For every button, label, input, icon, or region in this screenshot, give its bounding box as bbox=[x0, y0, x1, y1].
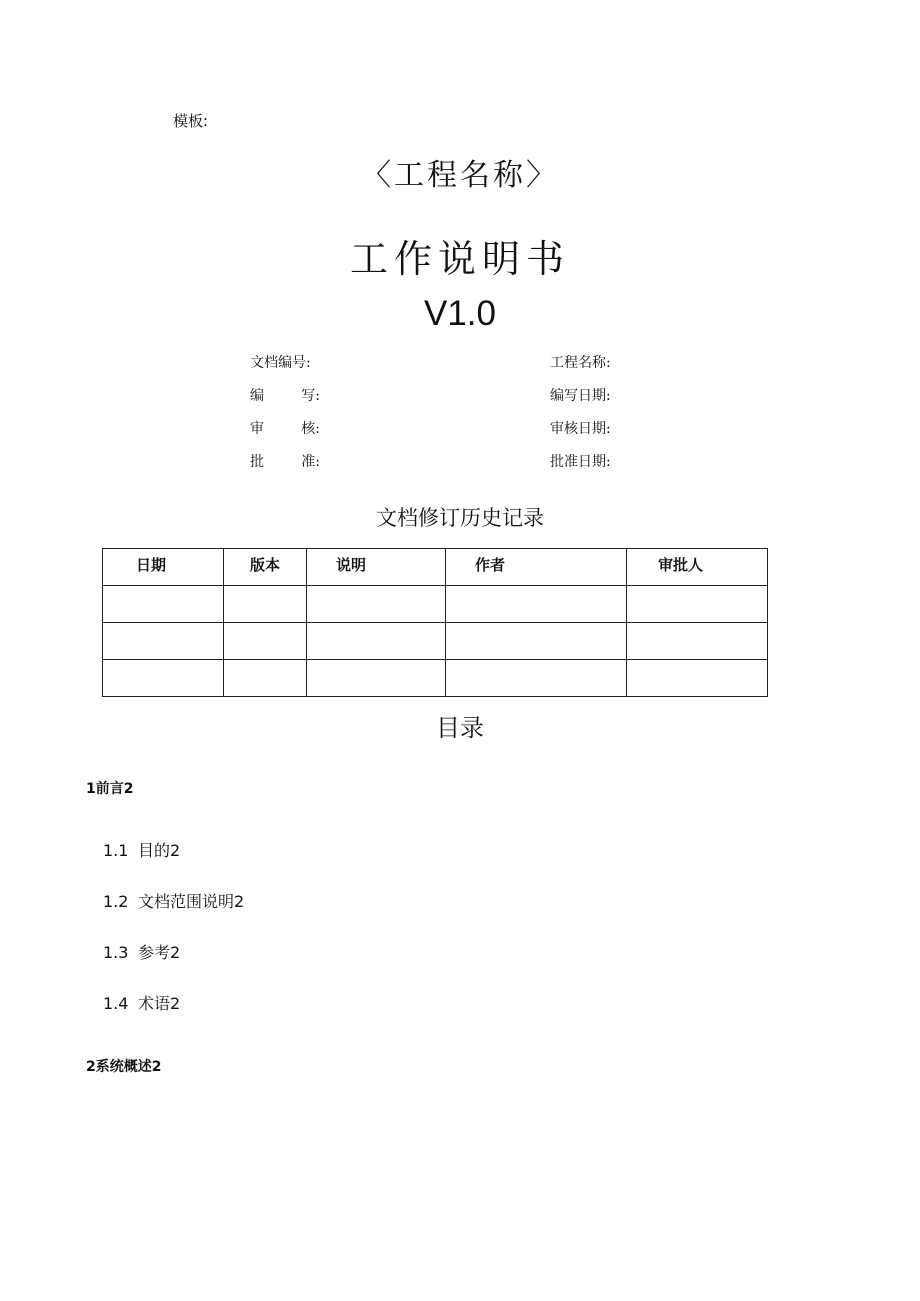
table-cell bbox=[307, 623, 446, 660]
document-title: 工作说明书 bbox=[349, 237, 570, 281]
table-cell bbox=[446, 623, 627, 660]
table-cell bbox=[103, 623, 224, 660]
approver-label bbox=[250, 451, 320, 471]
toc-item-glossary[interactable] bbox=[103, 991, 180, 1014]
approver-label-part2: 准: bbox=[301, 454, 320, 470]
template-label: 模板: bbox=[173, 112, 209, 130]
project-name-label: 工程名称: bbox=[550, 355, 611, 371]
toc-item-number: 1.1 bbox=[103, 841, 129, 860]
toc-item-label: 参考2 bbox=[138, 943, 181, 962]
approve-date-label: 批准日期: bbox=[550, 454, 611, 470]
toc-item-purpose[interactable] bbox=[103, 838, 180, 861]
toc-item-references[interactable] bbox=[103, 940, 180, 963]
column-header-version: 版本 bbox=[224, 549, 307, 586]
version-label: V1.0 bbox=[424, 294, 496, 333]
toc-item-system-overview[interactable]: 2系统概述2 bbox=[86, 1059, 162, 1075]
doc-number-label: 文档编号: bbox=[250, 355, 311, 371]
column-header-date: 日期 bbox=[103, 549, 224, 586]
table-cell bbox=[627, 586, 768, 623]
table-cell bbox=[224, 586, 307, 623]
table-cell bbox=[224, 660, 307, 697]
revision-history-title: 文档修订历史记录 bbox=[376, 506, 544, 530]
toc-item-label: 术语2 bbox=[138, 994, 181, 1013]
table-row bbox=[103, 660, 768, 697]
table-row bbox=[103, 623, 768, 660]
table-cell bbox=[627, 660, 768, 697]
toc-item-scope[interactable] bbox=[103, 889, 244, 912]
toc-title: 目录 bbox=[436, 714, 484, 742]
toc-item-label: 目的2 bbox=[138, 841, 181, 860]
author-label-part1: 编 bbox=[250, 388, 264, 404]
review-date-label: 审核日期: bbox=[550, 421, 611, 437]
table-header-row bbox=[103, 549, 768, 586]
reviewer-label-part2: 核: bbox=[301, 421, 320, 437]
toc-item-label: 文档范围说明2 bbox=[138, 892, 245, 911]
table-cell bbox=[224, 623, 307, 660]
reviewer-label-part1: 审 bbox=[250, 421, 264, 437]
table-cell bbox=[307, 586, 446, 623]
toc-item-number: 1.2 bbox=[103, 892, 129, 911]
column-header-description: 说明 bbox=[307, 549, 446, 586]
table-cell bbox=[307, 660, 446, 697]
table-cell bbox=[446, 586, 627, 623]
approver-label-part1: 批 bbox=[250, 454, 264, 470]
table-cell bbox=[627, 623, 768, 660]
toc-item-number: 1.3 bbox=[103, 943, 129, 962]
column-header-approver: 审批人 bbox=[627, 549, 768, 586]
author-label-part2: 写: bbox=[301, 388, 320, 404]
table-cell bbox=[103, 586, 224, 623]
project-title: 〈工程名称〉 bbox=[361, 158, 559, 193]
table-row bbox=[103, 586, 768, 623]
write-date-label: 编写日期: bbox=[550, 388, 611, 404]
revision-history-table bbox=[102, 548, 768, 697]
table-cell bbox=[446, 660, 627, 697]
author-label bbox=[250, 385, 320, 405]
toc-item-number: 1.4 bbox=[103, 994, 129, 1013]
table-cell bbox=[103, 660, 224, 697]
toc-item-preface[interactable]: 1前言2 bbox=[86, 781, 134, 797]
column-header-author: 作者 bbox=[446, 549, 627, 586]
reviewer-label bbox=[250, 418, 320, 438]
